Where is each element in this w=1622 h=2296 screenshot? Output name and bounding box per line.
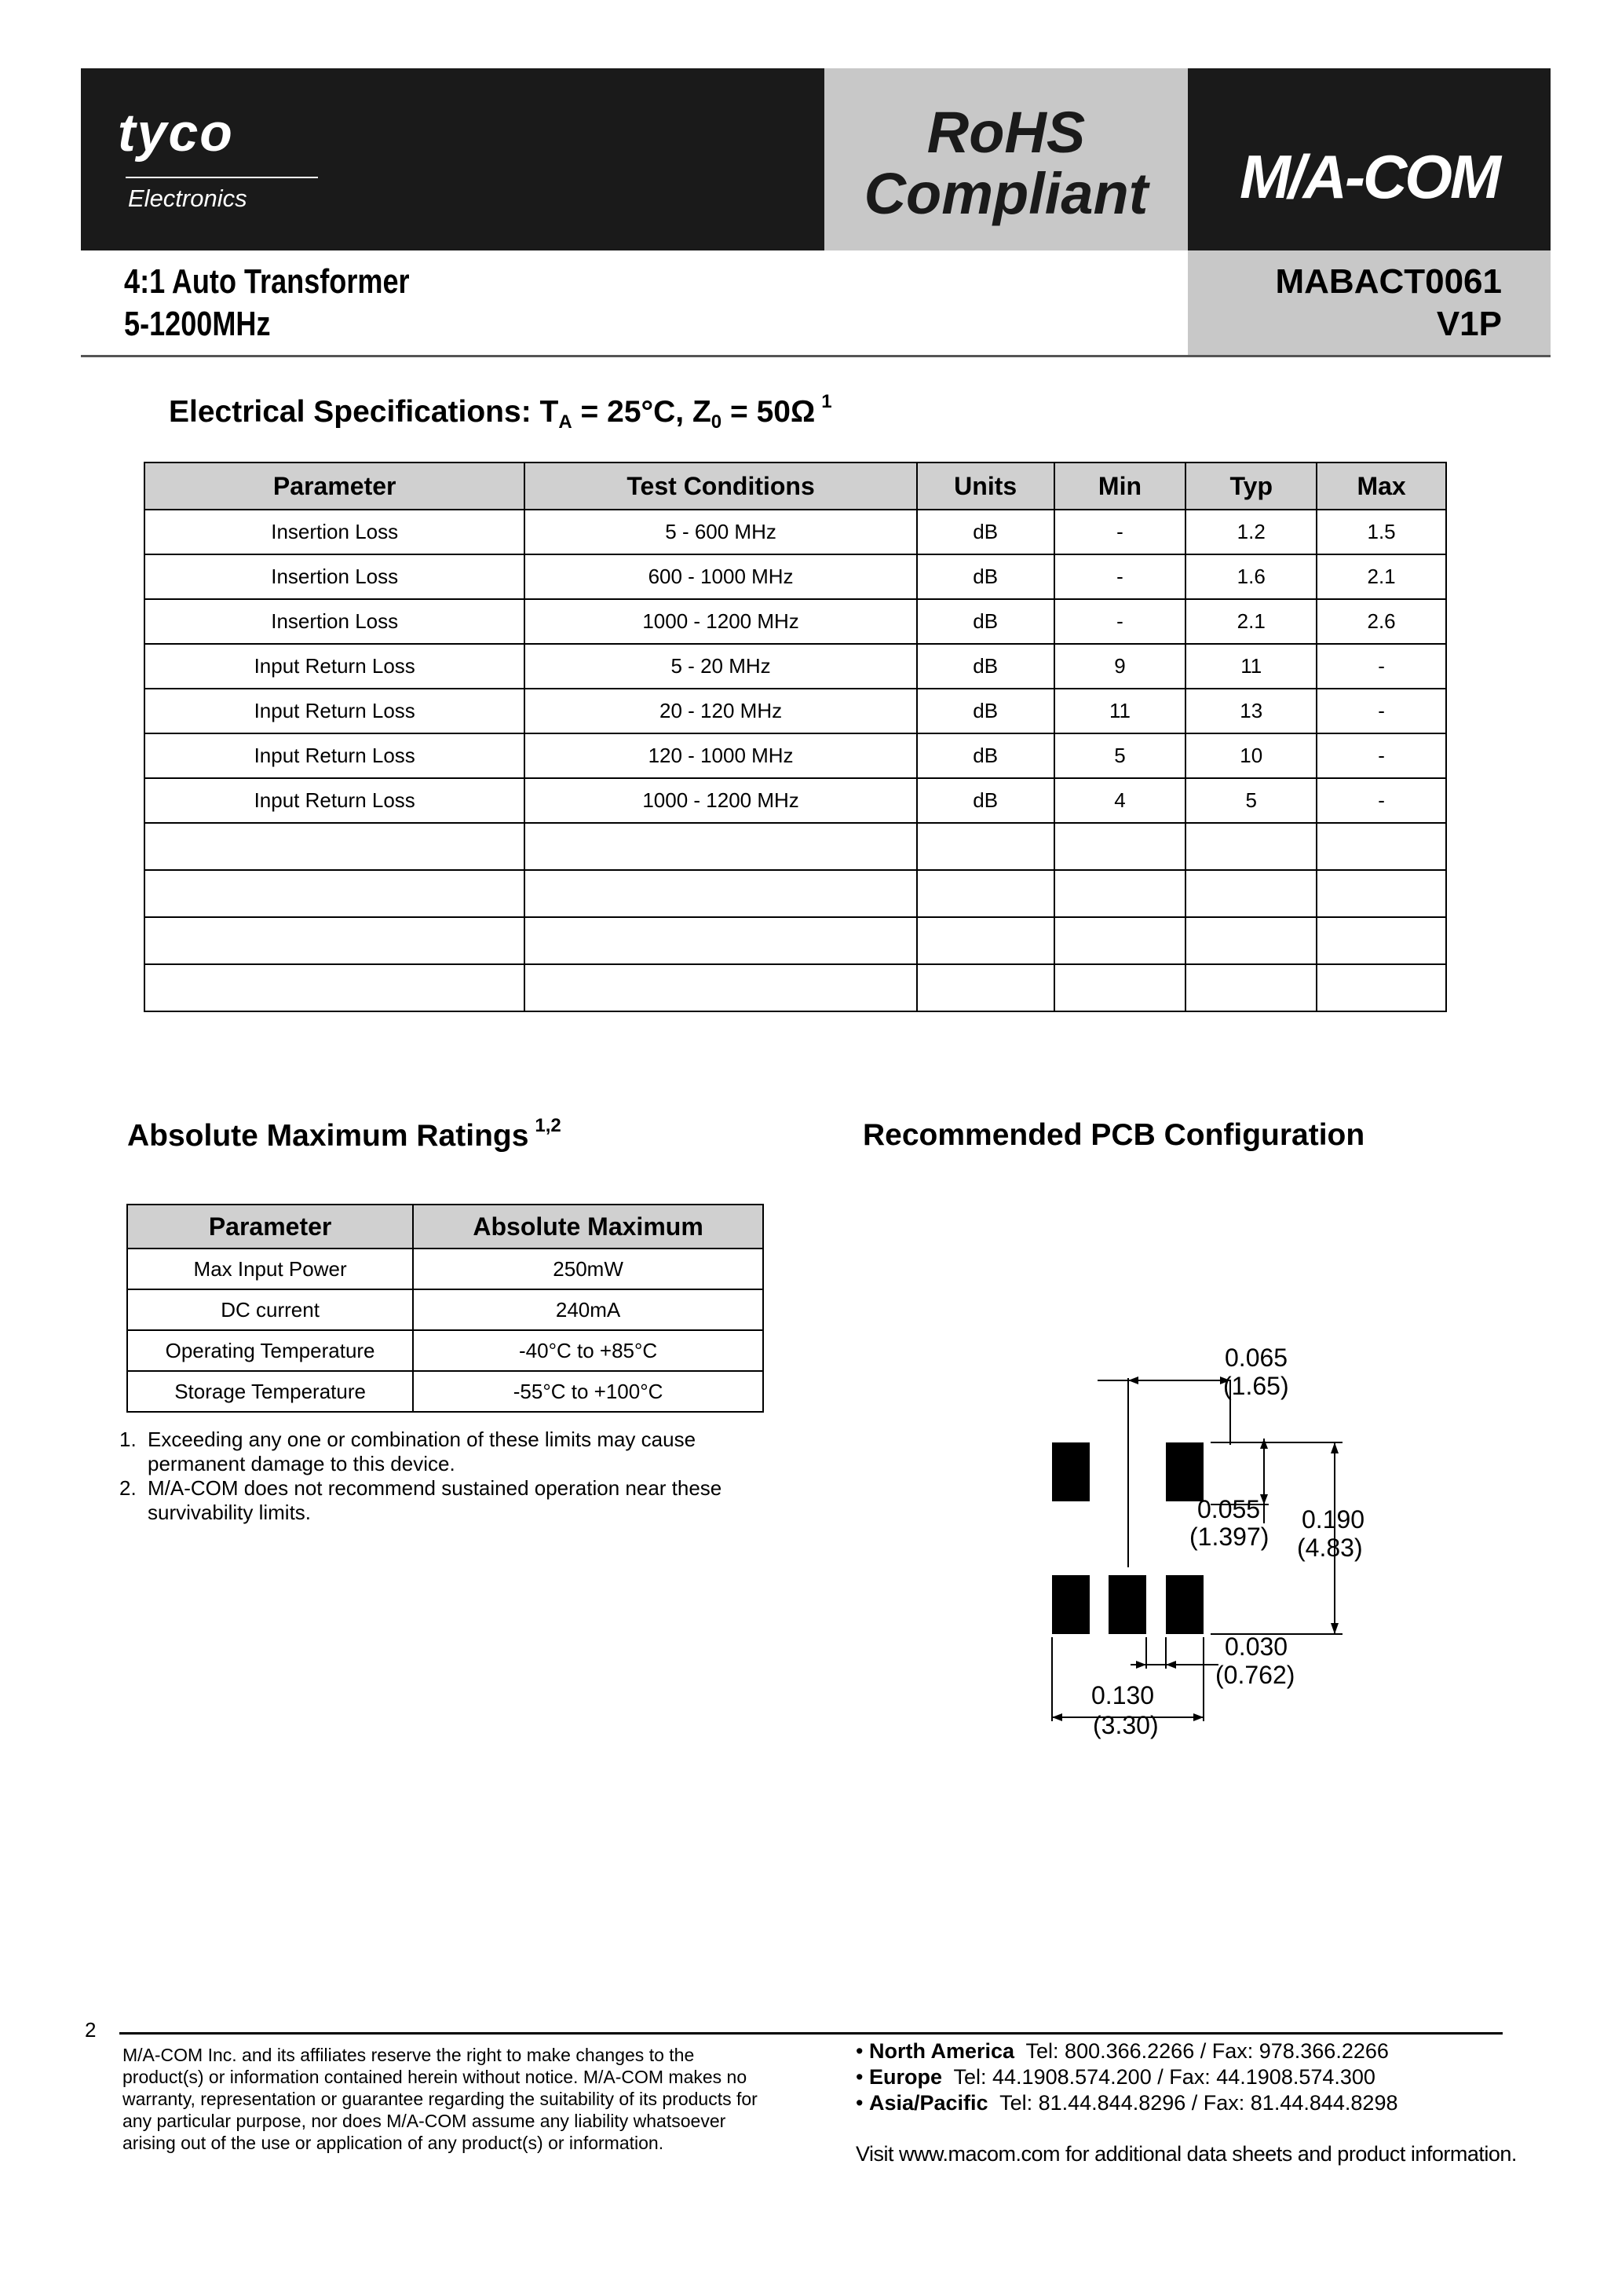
dim-label: (3.30) xyxy=(1093,1711,1159,1739)
macom-logo: M/A-COM xyxy=(1240,142,1499,211)
col-test-conditions: Test Conditions xyxy=(524,462,916,510)
contact-item: • Asia/Pacific Tel: 81.44.844.8296 / Fax: 81.44.844.8298 xyxy=(856,2091,1398,2115)
abs-max-table xyxy=(126,1204,764,1413)
pcb-pad xyxy=(1166,1575,1204,1634)
table-row-empty xyxy=(144,917,1446,964)
dim-label: 0.055 xyxy=(1197,1495,1261,1523)
table-cell: 4 xyxy=(1054,778,1186,823)
table-row xyxy=(144,554,1446,599)
rohs-line1: RoHS xyxy=(926,100,1086,165)
rohs-line2: Compliant xyxy=(864,161,1149,226)
part-number-block xyxy=(1188,261,1502,345)
table-cell: 2.1 xyxy=(1317,554,1446,599)
table-cell: 250mW xyxy=(413,1249,763,1289)
product-title xyxy=(124,261,410,345)
table-row xyxy=(144,599,1446,644)
table-cell: Input Return Loss xyxy=(144,733,524,778)
table-row xyxy=(144,644,1446,689)
table-cell: 11 xyxy=(1185,644,1317,689)
table-row xyxy=(127,1249,763,1289)
tyco-logo: tyco xyxy=(118,103,234,163)
table-cell: 9 xyxy=(1054,644,1186,689)
pcb-layout-drawing xyxy=(1013,1319,1390,1759)
table-row xyxy=(144,778,1446,823)
table-cell: 10 xyxy=(1185,733,1317,778)
dim-label: 0.030 xyxy=(1225,1632,1288,1661)
table-cell: - xyxy=(1317,733,1446,778)
col-parameter: Parameter xyxy=(127,1205,413,1249)
table-cell: - xyxy=(1317,778,1446,823)
table-row xyxy=(144,689,1446,733)
table-cell: Input Return Loss xyxy=(144,644,524,689)
table-row-empty xyxy=(144,964,1446,1011)
abs-max-heading: Absolute Maximum Ratings $^{1,2}$ xyxy=(127,1115,561,1153)
table-row xyxy=(127,1371,763,1412)
col-units: Units xyxy=(917,462,1054,510)
col-parameter: Parameter xyxy=(144,462,524,510)
table-cell: 2.6 xyxy=(1317,599,1446,644)
table-cell: 1.5 xyxy=(1317,510,1446,554)
pcb-pad xyxy=(1109,1575,1146,1634)
page-number: 2 xyxy=(85,2018,97,2042)
dim-label: 0.065 xyxy=(1225,1344,1288,1372)
table-header-row xyxy=(144,462,1446,510)
table-cell: dB xyxy=(917,554,1054,599)
contact-item: • Europe Tel: 44.1908.574.200 / Fax: 44.1908.574.300 xyxy=(856,2065,1375,2089)
col-min: Min xyxy=(1054,462,1186,510)
table-cell: 2.1 xyxy=(1185,599,1317,644)
table-cell: Insertion Loss xyxy=(144,554,524,599)
table-cell: 240mA xyxy=(413,1289,763,1330)
table-cell: 1.6 xyxy=(1185,554,1317,599)
table-cell: dB xyxy=(917,599,1054,644)
abs-max-notes xyxy=(119,1428,763,1525)
col-typ: Typ xyxy=(1185,462,1317,510)
table-cell: dB xyxy=(917,733,1054,778)
col-max: Max xyxy=(1317,462,1446,510)
table-cell: 5 xyxy=(1185,778,1317,823)
footer-visit-link: Visit www.macom.com for additional data sheets and product information. xyxy=(856,2142,1517,2166)
table-cell: 11 xyxy=(1054,689,1186,733)
dim-label: (1.397) xyxy=(1189,1523,1269,1551)
table-cell: dB xyxy=(917,644,1054,689)
table-cell: dB xyxy=(917,510,1054,554)
table-cell: 5 - 20 MHz xyxy=(524,644,916,689)
table-cell: 600 - 1000 MHz xyxy=(524,554,916,599)
table-row-empty xyxy=(144,870,1446,917)
table-cell: Insertion Loss xyxy=(144,599,524,644)
table-cell: Max Input Power xyxy=(127,1249,413,1289)
table-row xyxy=(127,1289,763,1330)
electrical-spec-table xyxy=(144,462,1447,1012)
table-cell: Storage Temperature xyxy=(127,1371,413,1412)
pcb-pad xyxy=(1166,1442,1204,1501)
table-cell: - xyxy=(1317,689,1446,733)
tyco-logo-subtitle: Electronics xyxy=(128,185,247,212)
pcb-config-heading: Recommended PCB Configuration xyxy=(863,1118,1365,1152)
table-cell: dB xyxy=(917,689,1054,733)
table-cell: Input Return Loss xyxy=(144,689,524,733)
table-cell: 13 xyxy=(1185,689,1317,733)
pcb-pad xyxy=(1052,1442,1090,1501)
table-cell: -55°C to +100°C xyxy=(413,1371,763,1412)
table-header-row xyxy=(127,1205,763,1249)
part-version: V1P xyxy=(1436,305,1502,343)
table-cell: - xyxy=(1054,510,1186,554)
table-cell: 1000 - 1200 MHz xyxy=(524,778,916,823)
table-cell: 120 - 1000 MHz xyxy=(524,733,916,778)
note-item: 2. M/A-COM does not recommend sustained operation near these survivability limits. xyxy=(119,1476,722,1524)
table-row xyxy=(144,510,1446,554)
table-row-empty xyxy=(144,823,1446,870)
dim-label: (4.83) xyxy=(1297,1534,1363,1562)
table-cell: 5 - 600 MHz xyxy=(524,510,916,554)
table-cell: Operating Temperature xyxy=(127,1330,413,1371)
rohs-badge xyxy=(824,102,1188,225)
dim-label: (0.762) xyxy=(1215,1661,1295,1689)
table-cell: 20 - 120 MHz xyxy=(524,689,916,733)
footer-disclaimer: M/A-COM Inc. and its affiliates reserve the right to make changes to the product(s) or information contained herein without notice. M/A-COM makes no warranty, representation or guarantee regarding the suitability of its products for any particular purpose, nor does M/A-COM assume any liability whatsoever arising out of the use or application of any product(s) or information. xyxy=(122,2045,758,2153)
dim-label: 0.130 xyxy=(1091,1681,1155,1709)
footer-divider xyxy=(119,2032,1503,2035)
table-cell: Insertion Loss xyxy=(144,510,524,554)
table-cell: - xyxy=(1054,554,1186,599)
pcb-pad xyxy=(1052,1575,1090,1634)
electrical-spec-heading: Electrical Specifications: $T_A = 25^\circ C$, $Z_0 = 50\Omega$ $^1$ xyxy=(169,391,832,433)
table-cell: 1000 - 1200 MHz xyxy=(524,599,916,644)
part-number: MABACT0061 xyxy=(1275,262,1502,301)
table-cell: - xyxy=(1317,644,1446,689)
note-item: 1. Exceeding any one or combination of these limits may cause permanent damage to this device. xyxy=(119,1428,696,1475)
table-cell: 1.2 xyxy=(1185,510,1317,554)
table-cell: 5 xyxy=(1054,733,1186,778)
product-title-line2: 5-1200MHz xyxy=(124,305,271,343)
table-cell: - xyxy=(1054,599,1186,644)
table-row xyxy=(144,733,1446,778)
table-cell: Input Return Loss xyxy=(144,778,524,823)
tyco-logo-rule xyxy=(126,177,318,178)
table-cell: -40°C to +85°C xyxy=(413,1330,763,1371)
dim-label: 0.190 xyxy=(1302,1505,1365,1534)
table-cell: DC current xyxy=(127,1289,413,1330)
dim-label: (1.65) xyxy=(1223,1372,1289,1400)
title-divider xyxy=(81,355,1551,357)
contact-item: • North America Tel: 800.366.2266 / Fax: 978.366.2266 xyxy=(856,2039,1389,2063)
product-title-line1: 4:1 Auto Transformer xyxy=(124,262,410,301)
col-absolute-maximum: Absolute Maximum xyxy=(413,1205,763,1249)
table-row xyxy=(127,1330,763,1371)
footer-contacts xyxy=(856,2038,1397,2116)
table-cell: dB xyxy=(917,778,1054,823)
